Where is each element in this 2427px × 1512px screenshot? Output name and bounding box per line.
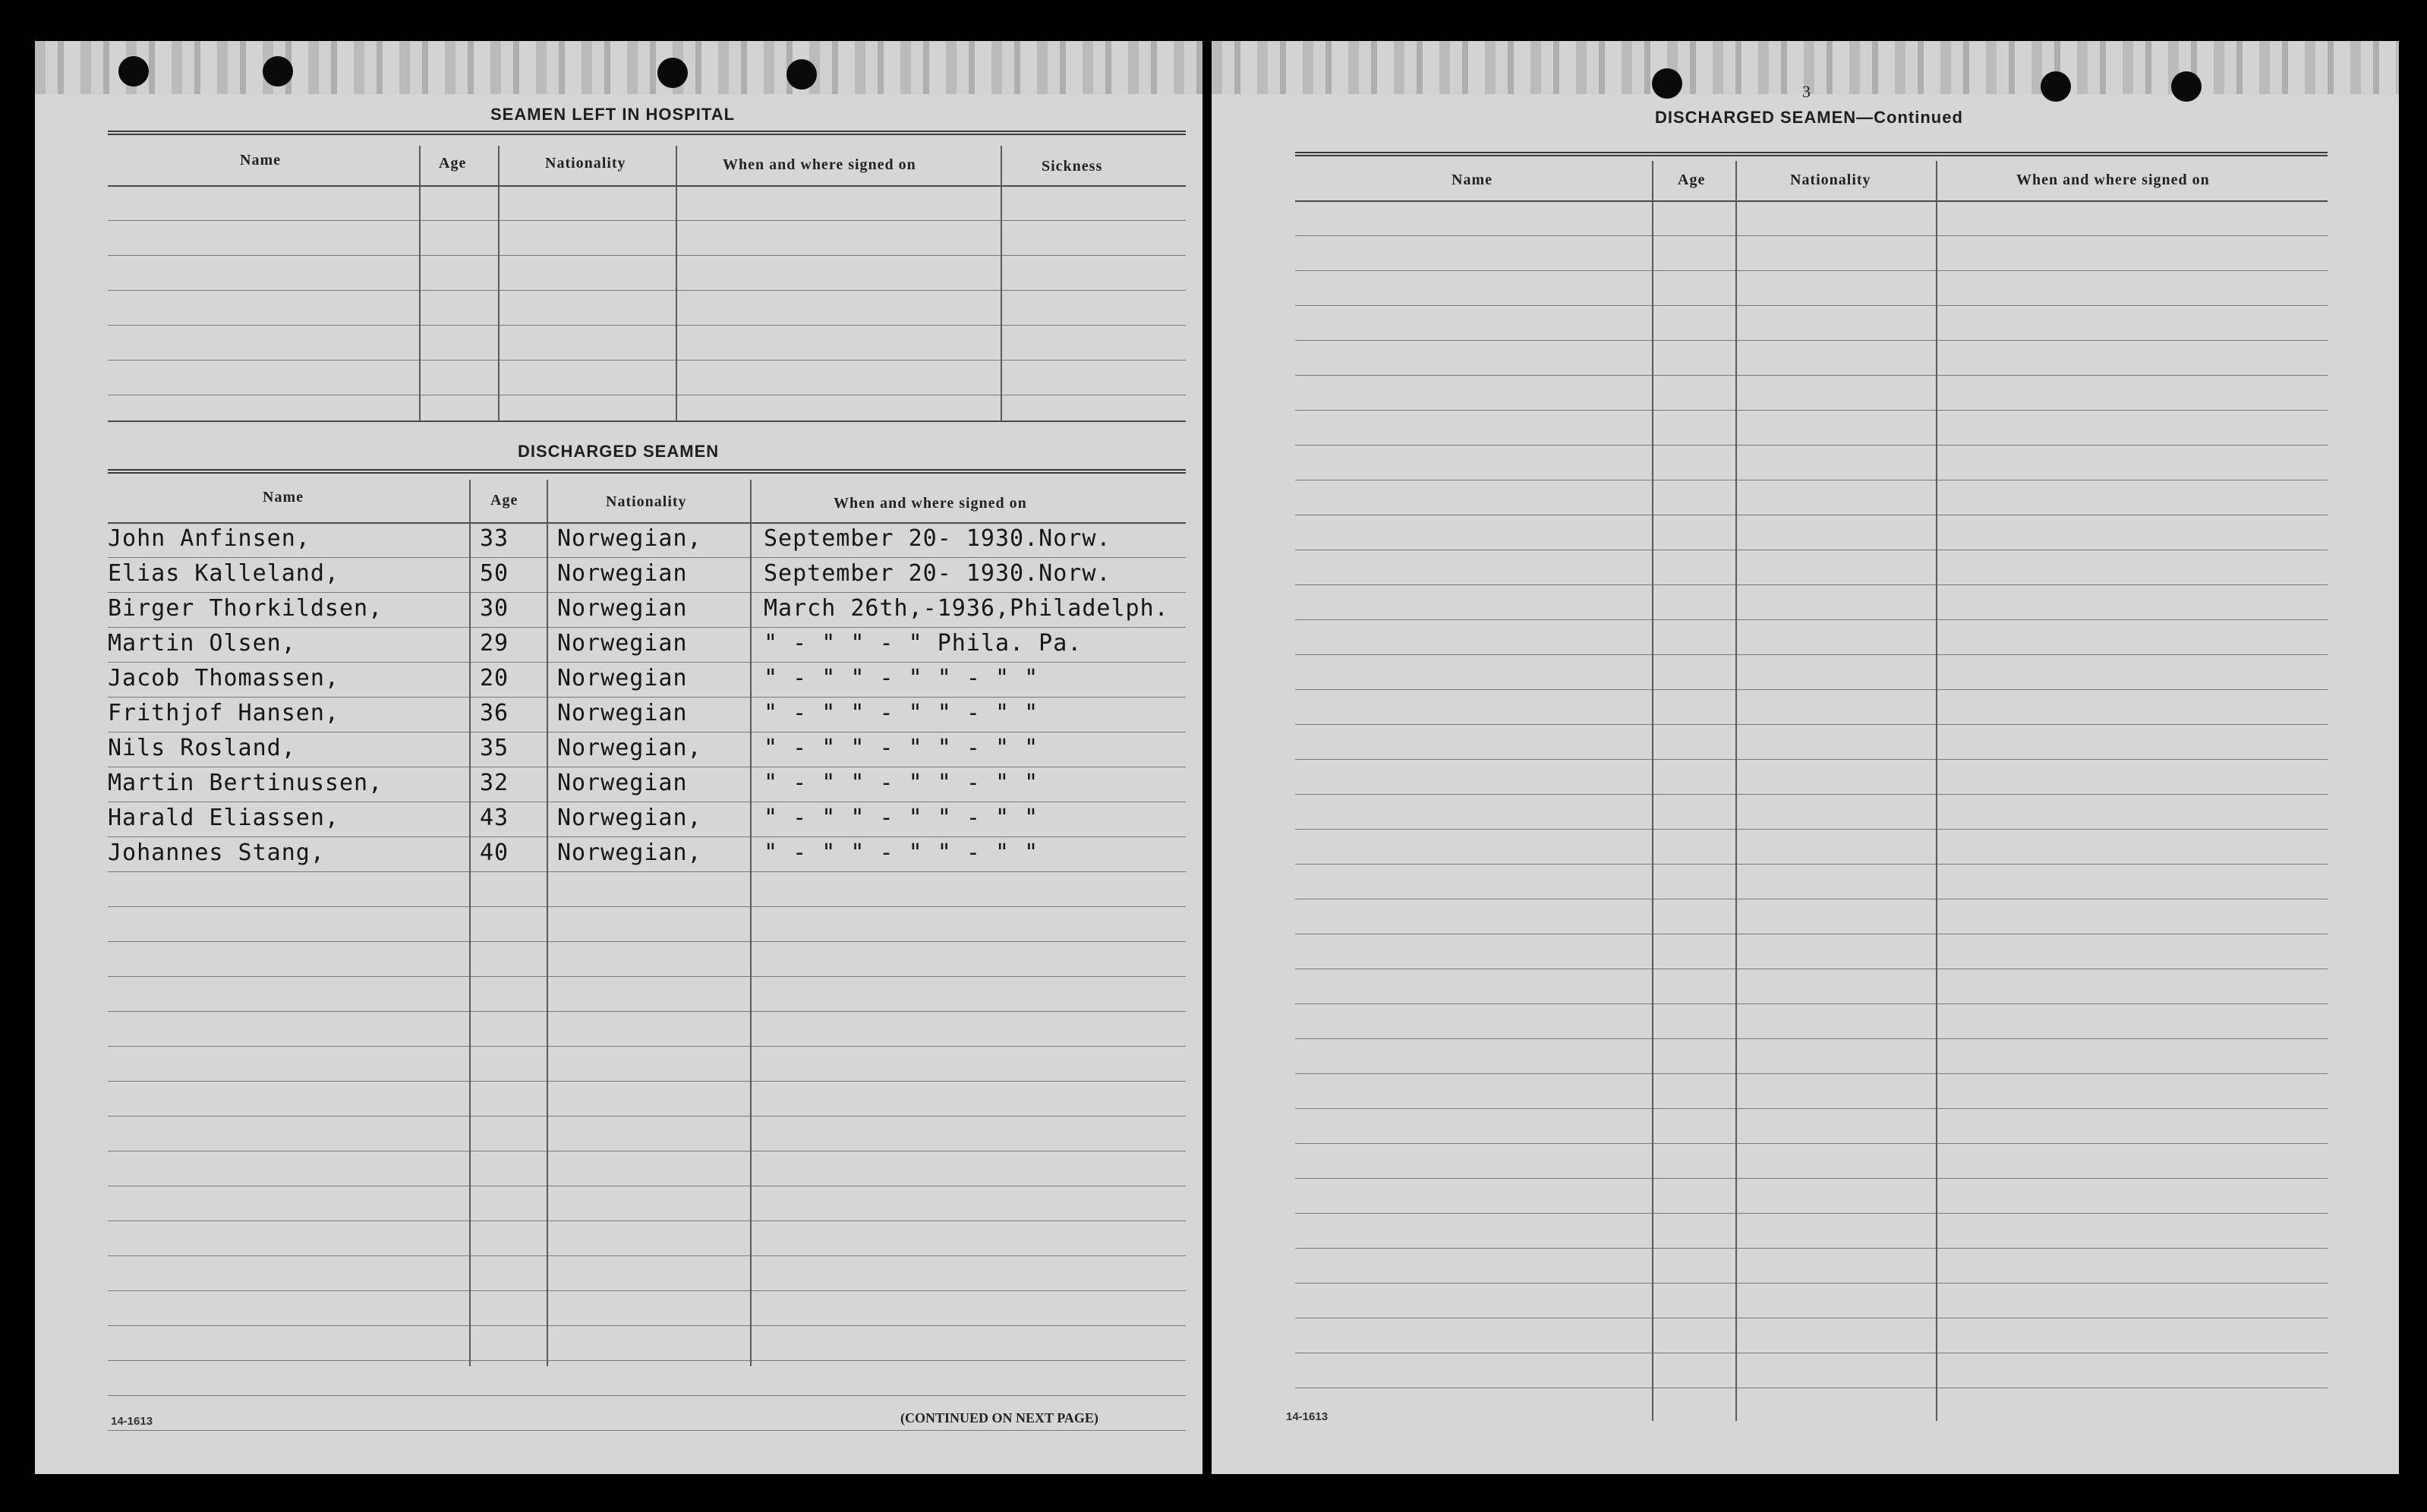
right-form-page [1212,41,2399,1474]
seaman-name: Nils Rosland, [108,735,296,761]
column-divider [1735,161,1737,1421]
ruled-line [1295,1073,2328,1074]
seaman-name: John Anfinsen, [108,525,310,552]
seaman-age: 43 [480,805,509,831]
seaman-signed-on: " - " " - " Phila. Pa. [764,630,1083,657]
ruled-line [108,941,1186,942]
binder-hole [2041,71,2071,102]
col-age: Age [1678,172,1706,188]
ruled-line [108,662,1186,663]
ruled-line [1295,235,2328,236]
ruled-line [108,1290,1186,1291]
seaman-nationality: Norwegian, [557,525,702,552]
hospital-section-title: SEAMEN LEFT IN HOSPITAL [490,105,736,124]
ruled-line [108,1011,1186,1012]
col-name: Name [240,152,281,169]
ruled-line [108,1255,1186,1256]
ruled-line [108,255,1186,256]
ruled-line [1295,1248,2328,1249]
ruled-line [1295,1213,2328,1214]
binder-hole [2171,71,2202,102]
seaman-signed-on: " - " " - " " - " " [764,770,1039,796]
seaman-nationality: Norwegian, [557,839,702,866]
col-age: Age [439,155,467,172]
col-signed-on: When and where signed on [2016,172,2210,188]
ruled-line [108,1046,1186,1047]
seaman-name: Jacob Thomassen, [108,665,339,691]
ruled-line [108,290,1186,291]
seaman-nationality: Norwegian, [557,805,702,831]
continued-section-title: DISCHARGED SEAMEN—Continued [1655,108,1963,127]
ruled-line [1295,1143,2328,1144]
col-signed-on: When and where signed on [723,156,916,173]
col-name: Name [1451,172,1492,188]
seaman-name: Harald Eliassen, [108,805,339,831]
ruled-line [108,871,1186,872]
seaman-age: 29 [480,630,509,657]
column-divider [750,480,752,1366]
ruled-line [1295,724,2328,725]
seaman-name: Elias Kalleland, [108,560,339,587]
ruled-line [1295,1003,2328,1004]
col-nationality: Nationality [545,155,626,172]
column-divider [676,146,677,421]
seaman-signed-on: " - " " - " " - " " [764,700,1039,726]
seaman-age: 30 [480,595,509,622]
ruled-line [1295,759,2328,760]
ruled-line [108,1395,1186,1396]
column-divider [1001,146,1002,421]
ruled-line [108,1325,1186,1326]
ruled-line [108,325,1186,326]
seaman-signed-on: " - " " - " " - " " [764,839,1039,866]
ruled-line [1295,689,2328,690]
ruled-line [108,421,1186,422]
seaman-age: 50 [480,560,509,587]
ruled-line [108,906,1186,907]
ruled-line [108,522,1186,524]
left-form-page [35,41,1202,1474]
col-signed-on: When and where signed on [834,495,1027,512]
seaman-signed-on: September 20- 1930.Norw. [764,560,1111,587]
seaman-signed-on: " - " " - " " - " " [764,805,1039,831]
header-rule [108,469,1186,474]
ruled-line [1295,1108,2328,1109]
ruled-line [108,1430,1186,1431]
page-number: 3 [1802,82,1811,101]
column-divider [1652,161,1653,1421]
ruled-line [108,592,1186,593]
seaman-signed-on: " - " " - " " - " " [764,735,1039,761]
seaman-nationality: Norwegian [557,700,688,726]
seaman-nationality: Norwegian [557,665,688,691]
ruled-line [1295,794,2328,795]
ruled-line [108,360,1186,361]
column-divider [1936,161,1937,1421]
column-divider [547,480,548,1366]
ruled-line [1295,410,2328,411]
seaman-age: 33 [480,525,509,552]
col-nationality: Nationality [606,493,687,510]
column-divider [498,146,500,421]
ruled-line [1295,340,2328,341]
continued-note: (CONTINUED ON NEXT PAGE) [900,1410,1098,1425]
seaman-name: Frithjof Hansen, [108,700,339,726]
ruled-line [1295,619,2328,620]
seaman-age: 36 [480,700,509,726]
ruled-line [108,627,1186,628]
col-name: Name [263,489,304,506]
torn-edge [35,41,1202,94]
ruled-line [1295,1038,2328,1039]
seaman-signed-on: March 26th,-1936,Philadelph. [764,595,1169,622]
ruled-line [1295,864,2328,865]
col-age: Age [490,492,518,509]
form-number: 14-1613 [1286,1410,1329,1423]
seaman-age: 20 [480,665,509,691]
discharged-section-title: DISCHARGED SEAMEN [518,442,720,461]
ruled-line [108,557,1186,558]
seaman-nationality: Norwegian [557,595,688,622]
ruled-line [108,185,1186,187]
col-nationality: Nationality [1790,172,1871,188]
ruled-line [1295,270,2328,271]
ruled-line [1295,1178,2328,1179]
binder-hole [657,58,688,88]
ruled-line [108,1360,1186,1361]
binder-hole [786,59,817,90]
seaman-nationality: Norwegian [557,560,688,587]
ruled-line [1295,654,2328,655]
binder-hole [1652,68,1682,99]
seaman-age: 35 [480,735,509,761]
seaman-signed-on: " - " " - " " - " " [764,665,1039,691]
seaman-nationality: Norwegian, [557,735,702,761]
ruled-line [108,220,1186,221]
header-rule [108,131,1186,135]
ruled-line [1295,445,2328,446]
ruled-line [1295,829,2328,830]
column-divider [469,480,471,1366]
form-number: 14-1613 [111,1415,153,1428]
ruled-line [108,836,1186,837]
seaman-signed-on: September 20- 1930.Norw. [764,525,1111,552]
ruled-line [1295,200,2328,202]
ruled-line [1295,1283,2328,1284]
seaman-name: Johannes Stang, [108,839,325,866]
seaman-name: Birger Thorkildsen, [108,595,383,622]
header-rule [1295,152,2328,156]
seaman-name: Martin Olsen, [108,630,296,657]
seaman-age: 40 [480,839,509,866]
ruled-line [1295,584,2328,585]
seaman-name: Martin Bertinussen, [108,770,383,796]
ruled-line [108,976,1186,977]
seaman-nationality: Norwegian [557,770,688,796]
column-divider [419,146,421,421]
seaman-nationality: Norwegian [557,630,688,657]
binder-hole [263,56,293,87]
ruled-line [1295,305,2328,306]
binder-hole [118,56,149,87]
ruled-line [108,697,1186,698]
ruled-line [1295,375,2328,376]
seaman-age: 32 [480,770,509,796]
ruled-line [108,1116,1186,1117]
col-sickness: Sickness [1042,158,1103,175]
ruled-line [108,1081,1186,1082]
